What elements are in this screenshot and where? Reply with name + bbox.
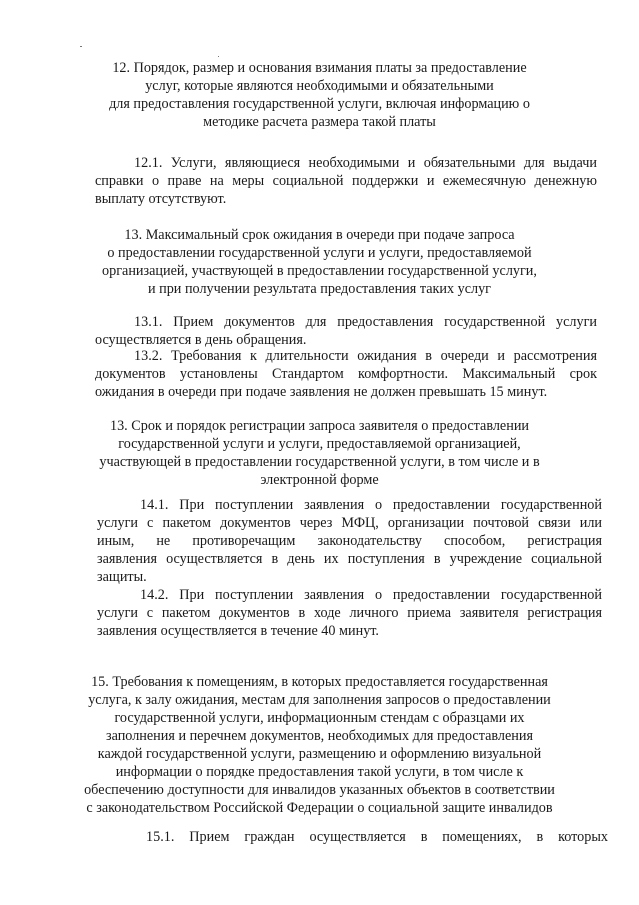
section-12-heading-line-3: для предоставления государственной услуги, включая информацию о [109,96,530,112]
section-13-heading-line-1: 13. Максимальный срок ожидания в очереди при подаче запроса [124,227,515,243]
section-15-heading-line-6: информации о порядке предоставления такой услуги, в том числе к [115,764,524,780]
paragraph-12-1-line-2: справки о праве на меры социальной поддержки и ежемесячную денежную [95,173,597,189]
paragraph-12-1-line-1: 12.1. Услуги, являющиеся необходимыми и обязательными для выдачи [134,155,597,171]
paragraph-14-1-line-1: 14.1. При поступлении заявления о предоставлении государственной [140,497,602,513]
paragraph-15-1-line-1: 15.1. Прием граждан осуществляется в помещениях, в которых [146,829,608,845]
section-15-heading-line-4: заполнения и перечнем документов, необходимых для предоставления [106,728,533,744]
section-15-heading-line-7: обеспечению доступности для инвалидов указанных объектов в соответствии [84,782,555,798]
section-14-heading-line-1: 13. Срок и порядок регистрации запроса заявителя о предоставлении [109,418,530,434]
section-13-heading-line-4: и при получении результата предоставления таких услуг [147,281,492,297]
section-12-heading-line-1: 12. Порядок, размер и основания взимания платы за предоставление [112,60,527,76]
paragraph-14-1-line-5: защиты. [97,569,147,585]
section-14-heading-line-3: участвующей в предоставлении государственной услуги, в том числе и в [99,454,540,470]
paragraph-12-1-line-3: выплату отсутствуют. [95,191,227,207]
section-13-heading-line-3: организацией, участвующей в предоставлении государственной услуги, [102,263,537,279]
scan-speck [80,46,82,47]
scan-speck [218,56,219,57]
section-14-heading-line-2: государственной услуги и услуги, предоставляемой организацией, [118,436,521,452]
paragraph-13-2-line-3: ожидания в очереди при подаче заявления не должен превышать 15 минут. [95,384,548,400]
paragraph-13-2-line-1: 13.2. Требования к длительности ожидания в очереди и рассмотрения [134,348,597,364]
section-14-heading-line-4: электронной форме [260,472,379,488]
section-12-heading-line-2: услуг, которые являются необходимыми и обязательными [145,78,494,94]
paragraph-14-2-line-2: услуги с пакетом документов в ходе личного приема заявителя регистрация [97,605,602,621]
section-12-heading-line-4: методике расчета размера такой платы [203,114,436,130]
paragraph-14-2-line-1: 14.2. При поступлении заявления о предоставлении государственной [140,587,602,603]
section-15-heading-line-3: государственной услуги, информационным стендам с образцами их [114,710,525,726]
paragraph-14-1-line-4: заявления осуществляется в день их поступления в учреждение социальной [97,551,602,567]
paragraph-14-1-line-3: иным, не противоречащим законодательству способом, регистрация [97,533,602,549]
paragraph-14-2-line-3: заявления осуществляется в течение 40 минут. [97,623,379,639]
section-15-heading-line-1: 15. Требования к помещениям, в которых предоставляется государственная [91,674,548,690]
paragraph-14-1-line-2: услуги с пакетом документов через МФЦ, организации почтовой связи или [97,515,602,531]
section-15-heading-line-8: с законодательством Российской Федерации о социальной защите инвалидов [86,800,553,816]
section-15-heading-line-2: услуга, к залу ожидания, местам для заполнения запросов о предоставлении [88,692,551,708]
paragraph-13-1-line-1: 13.1. Прием документов для предоставления государственной услуги [134,314,597,330]
paragraph-13-2-line-2: документов установлены Стандартом комфортности. Максимальный срок [95,366,597,382]
paragraph-13-1-line-2: осуществляется в день обращения. [95,332,307,348]
section-13-heading-line-2: о предоставлении государственной услуги и услуги, предоставляемой [107,245,532,261]
section-15-heading-line-5: каждой государственной услуги, размещению и оформлению визуальной [97,746,542,762]
